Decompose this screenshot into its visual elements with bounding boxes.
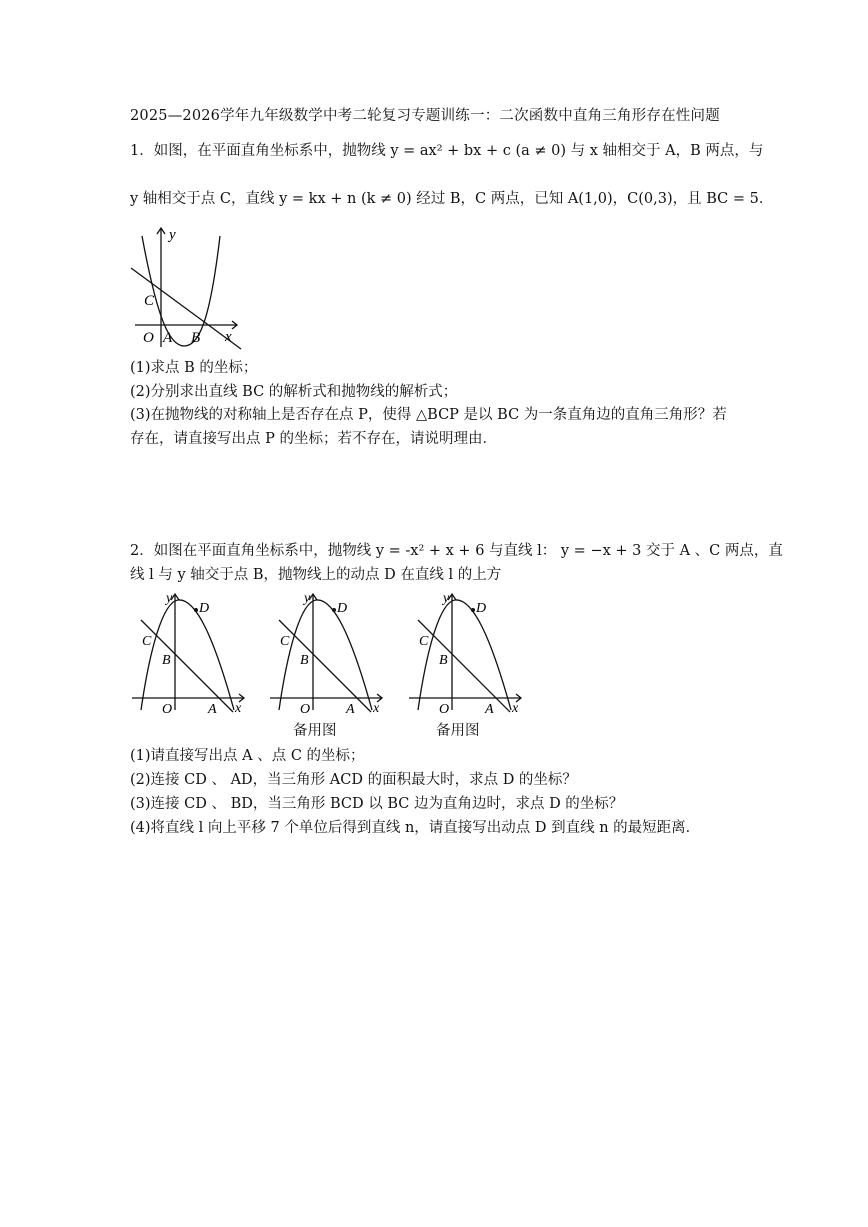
- q2-fig3-label-a: A: [485, 702, 494, 717]
- q1-part1: (1)求点 B 的坐标；: [130, 360, 258, 376]
- q2-fig2-label-a: A: [346, 702, 355, 717]
- q2-fig3-label-o: O: [439, 702, 450, 717]
- q2-stem-line1: 2．如图在平面直角坐标系中，抛物线 y = -x² + x + 6 与直线 l： y = −x + 3 交于 A 、C 两点，直: [130, 543, 783, 559]
- q1-part2: (2)分别求出直线 BC 的解析式和抛物线的解析式；: [130, 384, 458, 400]
- q1-stem-line1: 1．如图，在平面直角坐标系中，抛物线 y = ax² + bx + c (a ≠ 0) 与 x 轴相交于 A，B 两点，与: [130, 143, 764, 159]
- q2-caption-3: 备用图: [436, 723, 480, 739]
- q2-fig1-label-d: D: [199, 601, 210, 616]
- q1-stem-line2: y 轴相交于点 C，直线 y = kx + n (k ≠ 0) 经过 B，C 两点，已知 A(1,0)，C(0,3)，且 BC = 5．: [130, 191, 774, 207]
- q2-fig2-label-b: B: [300, 653, 309, 668]
- q1-label-a: A: [163, 330, 173, 346]
- q2-fig1-label-y: y: [166, 591, 173, 606]
- q2-figure-3: [405, 588, 530, 718]
- q1-label-x: x: [225, 329, 232, 345]
- q2-fig3-label-d: D: [476, 601, 487, 616]
- q1-figure: [125, 222, 250, 352]
- q2-figure-1: [128, 588, 253, 718]
- q2-part4: (4)将直线 l 向上平移 7 个单位后得到直线 n，请直接写出动点 D 到直线 n 的最短距离．: [130, 820, 701, 836]
- q1-label-c: C: [144, 293, 155, 309]
- q1-part3-line1: (3)在抛物线的对称轴上是否存在点 P，使得 △BCP 是以 BC 为一条直角边的直角三角形？若: [130, 407, 727, 423]
- q2-fig2-label-x: x: [373, 701, 380, 716]
- q2-fig3-label-y: y: [443, 591, 450, 606]
- q2-fig1-label-b: B: [162, 653, 171, 668]
- q2-stem-line2: 线 l 与 y 轴交于点 B，抛物线上的动点 D 在直线 l 的上方: [130, 567, 502, 583]
- q2-part2: (2)连接 CD 、 AD，当三角形 ACD 的面积最大时，求点 D 的坐标？: [130, 772, 577, 788]
- q2-fig1-label-c: C: [142, 634, 152, 649]
- q2-caption-2: 备用图: [293, 723, 337, 739]
- page-title: 2025—2026学年九年级数学中考二轮复习专题训练一：二次函数中直角三角形存在性问题: [130, 108, 720, 124]
- q2-fig3-label-x: x: [512, 701, 519, 716]
- q2-figure-2: [266, 588, 391, 718]
- q1-label-y: y: [169, 227, 176, 243]
- q2-fig2-label-d: D: [337, 601, 348, 616]
- q1-part3-line2: 存在，请直接写出点 P 的坐标；若不存在，请说明理由．: [130, 431, 497, 447]
- q2-fig2-label-c: C: [280, 634, 290, 649]
- q2-fig3-label-b: B: [439, 653, 448, 668]
- q2-fig3-label-c: C: [419, 634, 429, 649]
- q1-label-o: O: [143, 330, 154, 346]
- q2-part1: (1)请直接写出点 A 、点 C 的坐标；: [130, 748, 365, 764]
- q1-label-b: B: [191, 330, 201, 346]
- q2-fig2-label-o: O: [300, 702, 311, 717]
- q2-fig1-label-o: O: [162, 702, 173, 717]
- q2-fig2-label-y: y: [304, 591, 311, 606]
- q2-part3: (3)连接 CD 、 BD，当三角形 BCD 以 BC 边为直角边时，求点 D 的坐标？: [130, 796, 624, 812]
- q2-fig1-label-x: x: [235, 701, 242, 716]
- q2-fig1-label-a: A: [208, 702, 217, 717]
